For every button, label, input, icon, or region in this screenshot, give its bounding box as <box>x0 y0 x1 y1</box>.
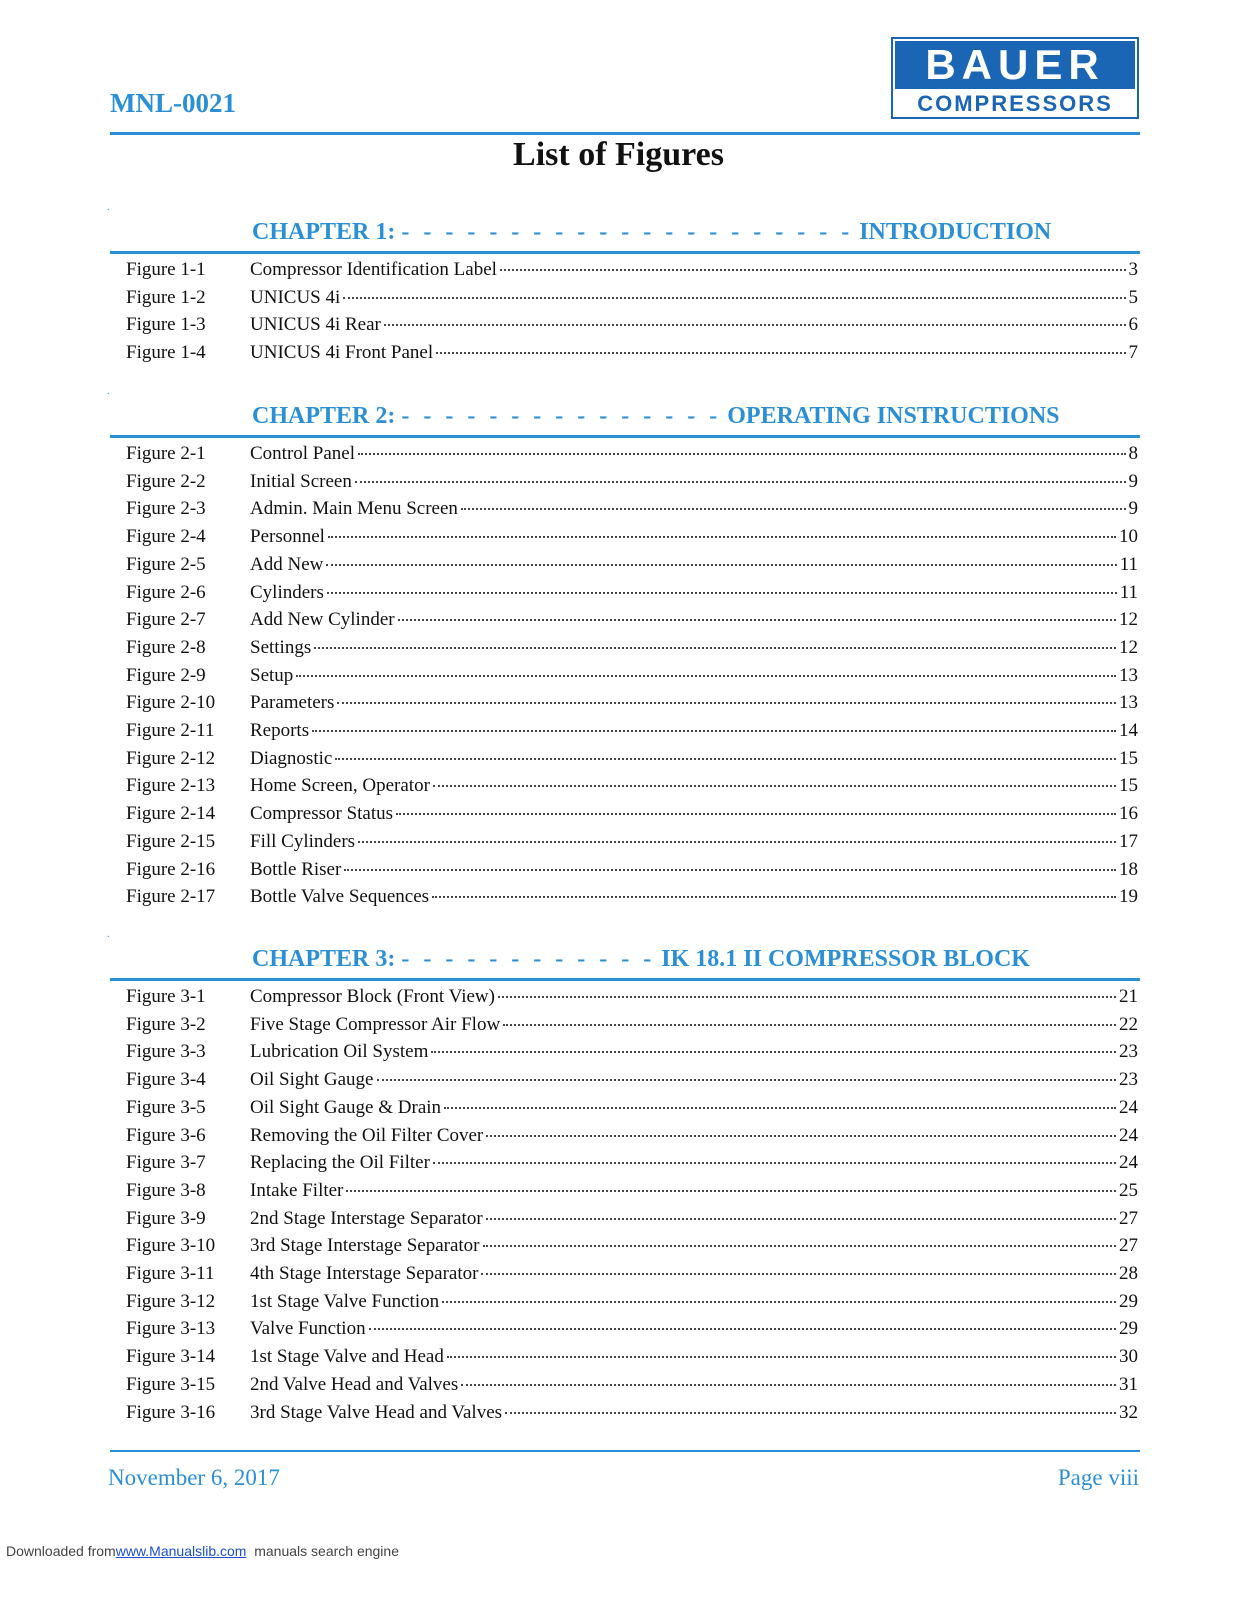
figure-caption: 4th Stage Interstage Separator <box>250 1263 479 1284</box>
figure-page: 28 <box>1119 1263 1138 1284</box>
figure-caption: Compressor Block (Front View) <box>250 986 495 1007</box>
figure-page: 14 <box>1119 720 1138 741</box>
figure-caption: 3rd Stage Interstage Separator <box>250 1235 480 1257</box>
figure-page: 25 <box>1119 1179 1138 1201</box>
dot-leader <box>481 1273 1116 1275</box>
section-marker: . <box>107 386 110 397</box>
dot-leader <box>344 869 1116 871</box>
page-title: List of Figures <box>513 136 724 173</box>
chapter-dashes: - - - - - - - - - - - - - - - <box>401 403 722 429</box>
figure-page: 18 <box>1119 858 1138 880</box>
dot-leader <box>337 702 1116 704</box>
figure-entry[interactable] <box>126 775 1138 799</box>
figure-number: Figure 2-13 <box>126 775 216 797</box>
logo-wordmark: BAUER <box>895 41 1135 89</box>
figure-number: Figure 2-6 <box>126 581 206 603</box>
figure-caption: 1st Stage Valve Function <box>250 1290 440 1312</box>
figure-page: 16 <box>1119 803 1138 825</box>
dot-leader <box>500 269 1126 271</box>
chapter-heading <box>252 946 1030 976</box>
figure-number: Figure 3-12 <box>126 1290 216 1312</box>
dot-leader <box>442 1301 1116 1303</box>
figure-entry[interactable] <box>126 1125 1138 1149</box>
figure-entry[interactable] <box>126 498 1138 522</box>
manualslib-link[interactable]: www.Manualslib.com <box>115 1543 247 1559</box>
figure-number: Figure 2-5 <box>126 553 206 575</box>
figure-caption: Oil Sight Gauge & Drain <box>250 1096 442 1118</box>
figure-caption: Five Stage Compressor Air Flow <box>250 1013 501 1035</box>
figure-page: 11 <box>1119 581 1138 603</box>
chapter-name: INTRODUCTION <box>859 219 1052 245</box>
figure-number: Figure 2-15 <box>126 830 216 852</box>
dot-leader <box>312 730 1116 732</box>
figure-number: Figure 1-2 <box>126 286 206 308</box>
figure-entry[interactable] <box>126 1235 1138 1259</box>
chapter-rule <box>110 251 1140 254</box>
dot-leader <box>296 675 1116 677</box>
figure-entry[interactable] <box>126 1374 1138 1398</box>
figure-page: 29 <box>1119 1290 1138 1312</box>
figure-entry[interactable] <box>126 831 1138 855</box>
dot-leader <box>369 1328 1116 1330</box>
figure-page: 9 <box>1128 498 1138 520</box>
watermark-suffix: manuals search engine <box>254 1543 399 1559</box>
figure-caption: UNICUS 4i Rear <box>250 314 381 336</box>
dot-leader <box>432 896 1116 898</box>
figure-entry[interactable] <box>126 637 1138 661</box>
chapter-rule <box>110 435 1140 438</box>
figure-number: Figure 3-6 <box>126 1124 206 1146</box>
figure-number: Figure 3-8 <box>126 1179 206 1201</box>
figure-entry[interactable] <box>126 986 1138 1010</box>
dot-leader <box>431 1051 1116 1053</box>
figure-number: Figure 3-16 <box>126 1401 216 1423</box>
figure-entry[interactable] <box>126 859 1138 883</box>
figure-number: Figure 3-7 <box>126 1152 206 1174</box>
figure-page: 32 <box>1119 1401 1138 1423</box>
dot-leader <box>355 481 1126 483</box>
figure-number: Figure 1-3 <box>126 314 206 336</box>
figure-entry[interactable] <box>126 1402 1138 1426</box>
figure-caption: UNICUS 4i <box>250 286 341 308</box>
chapter-label: CHAPTER 3: <box>252 946 396 972</box>
dot-leader <box>503 1024 1116 1026</box>
figure-caption: Add New Cylinder <box>250 609 395 631</box>
figure-number: Figure 3-3 <box>126 1041 206 1063</box>
figure-caption: Oil Sight Gauge <box>250 1069 374 1091</box>
figure-number: Figure 3-15 <box>126 1373 216 1395</box>
figure-caption: Initial Screen <box>250 470 352 492</box>
figure-entry[interactable] <box>126 692 1138 716</box>
figure-caption: UNICUS 4i Front Panel <box>250 342 434 364</box>
figure-page: 13 <box>1119 664 1138 686</box>
dot-leader <box>358 453 1125 455</box>
dot-leader <box>444 1107 1116 1109</box>
chapter-heading <box>252 219 1052 249</box>
figure-page: 13 <box>1119 692 1138 714</box>
dot-leader <box>396 813 1116 815</box>
figure-entry[interactable] <box>126 526 1138 550</box>
footer-page-number: Page viii <box>1057 1465 1139 1490</box>
dot-leader <box>447 1356 1116 1358</box>
dot-leader <box>461 1384 1116 1386</box>
figure-page: 24 <box>1119 1124 1138 1146</box>
figure-page: 17 <box>1119 830 1138 852</box>
figure-entry[interactable] <box>126 1097 1138 1121</box>
figure-entry[interactable] <box>126 314 1138 338</box>
figure-caption: Replacing the Oil Filter <box>250 1152 430 1174</box>
figure-page: 8 <box>1128 443 1138 464</box>
figure-number: Figure 2-10 <box>126 692 216 714</box>
figure-page: 21 <box>1119 986 1138 1007</box>
dot-leader <box>461 508 1126 510</box>
dot-leader <box>358 841 1116 843</box>
figure-entry[interactable] <box>126 720 1138 744</box>
dot-leader <box>346 1190 1116 1192</box>
figure-entry[interactable] <box>126 1208 1138 1232</box>
figure-number: Figure 3-10 <box>126 1235 216 1257</box>
section-marker: . <box>107 202 110 213</box>
figure-page: 3 <box>1128 259 1138 280</box>
footer-date: November 6, 2017 <box>108 1465 280 1490</box>
figure-entry[interactable] <box>126 342 1138 366</box>
figure-number: Figure 3-14 <box>126 1346 216 1368</box>
figure-entry[interactable] <box>126 1263 1138 1287</box>
figure-entry[interactable] <box>126 471 1138 495</box>
figure-entry[interactable] <box>126 259 1138 283</box>
dot-leader <box>328 536 1116 538</box>
figure-page: 10 <box>1119 526 1138 548</box>
figure-entry[interactable] <box>126 287 1138 311</box>
figure-entry[interactable] <box>126 1318 1138 1342</box>
dot-leader <box>327 592 1117 594</box>
figure-entry[interactable] <box>126 609 1138 633</box>
figure-page: 23 <box>1119 1069 1138 1091</box>
chapter-label: CHAPTER 2: <box>252 403 396 429</box>
figure-caption: 1st Stage Valve and Head <box>250 1346 444 1368</box>
chapter-heading <box>252 403 1060 433</box>
figure-caption: Control Panel <box>250 443 356 464</box>
figure-entry[interactable] <box>126 886 1138 910</box>
figure-caption: Settings <box>250 636 312 658</box>
figure-entry[interactable] <box>126 1291 1138 1315</box>
figure-number: Figure 2-8 <box>126 636 206 658</box>
chapter-dashes: - - - - - - - - - - - - - - - - - - - - - <box>401 219 854 245</box>
watermark-prefix: Downloaded from <box>6 1543 116 1559</box>
dot-leader <box>398 619 1116 621</box>
dot-leader <box>335 758 1116 760</box>
dot-leader <box>505 1412 1116 1414</box>
figure-caption: Bottle Riser <box>250 858 342 880</box>
figure-caption: Home Screen, Operator <box>250 775 430 797</box>
dot-leader <box>436 352 1125 354</box>
figure-entry[interactable] <box>126 1180 1138 1204</box>
figure-entry[interactable] <box>126 582 1138 606</box>
figure-number: Figure 3-13 <box>126 1318 216 1340</box>
figure-number: Figure 2-3 <box>126 498 206 520</box>
figure-page: 30 <box>1119 1346 1138 1368</box>
figure-number: Figure 3-9 <box>126 1207 206 1229</box>
figure-page: 5 <box>1128 286 1138 308</box>
figure-caption: Removing the Oil Filter Cover <box>250 1124 484 1146</box>
figure-number: Figure 2-14 <box>126 803 216 825</box>
figure-entry[interactable] <box>126 1014 1138 1038</box>
figure-number: Figure 2-12 <box>126 747 216 769</box>
figure-caption: Parameters <box>250 692 335 714</box>
chapter-name: OPERATING INSTRUCTIONS <box>727 403 1060 429</box>
figure-caption: Fill Cylinders <box>250 830 356 852</box>
dot-leader <box>384 324 1126 326</box>
figure-number: Figure 2-16 <box>126 858 216 880</box>
figure-number: Figure 2-4 <box>126 526 206 548</box>
document-code: MNL-0021 <box>110 88 236 118</box>
dot-leader <box>314 647 1116 649</box>
figure-entry[interactable] <box>126 803 1138 827</box>
figure-caption: Compressor Status <box>250 803 394 825</box>
figure-entry[interactable] <box>126 1069 1138 1093</box>
figure-page: 12 <box>1119 636 1138 658</box>
dot-leader <box>433 1162 1116 1164</box>
figure-page: 15 <box>1119 775 1138 797</box>
figure-caption: Bottle Valve Sequences <box>250 886 430 908</box>
figure-number: Figure 2-17 <box>126 886 216 908</box>
chapter-dashes: - - - - - - - - - - - - <box>401 946 656 972</box>
figure-page: 11 <box>1119 553 1138 575</box>
header-rule <box>110 132 1140 135</box>
dot-leader <box>483 1245 1117 1247</box>
figure-page: 6 <box>1128 314 1138 336</box>
figure-entry[interactable] <box>126 1346 1138 1370</box>
chapter-rule <box>110 978 1140 981</box>
section-marker: . <box>107 929 110 940</box>
figure-number: Figure 1-1 <box>126 259 206 280</box>
dot-leader <box>486 1218 1116 1220</box>
figure-page: 24 <box>1119 1096 1138 1118</box>
figure-entry[interactable] <box>126 665 1138 689</box>
figure-entry[interactable] <box>126 1152 1138 1176</box>
figure-page: 7 <box>1128 342 1138 364</box>
figure-caption: Compressor Identification Label <box>250 259 497 280</box>
figure-page: 24 <box>1119 1152 1138 1174</box>
figure-page: 27 <box>1119 1207 1138 1229</box>
figure-number: Figure 2-11 <box>126 720 215 741</box>
download-watermark <box>6 1543 399 1559</box>
figure-number: Figure 3-2 <box>126 1013 206 1035</box>
figure-caption: Lubrication Oil System <box>250 1041 429 1063</box>
figure-caption: 2nd Stage Interstage Separator <box>250 1207 483 1229</box>
figure-page: 29 <box>1119 1318 1138 1340</box>
figure-caption: 2nd Valve Head and Valves <box>250 1373 459 1395</box>
figure-number: Figure 2-1 <box>126 443 206 464</box>
figure-caption: Cylinders <box>250 581 324 603</box>
figure-caption: Intake Filter <box>250 1179 344 1201</box>
figure-page: 22 <box>1119 1013 1138 1035</box>
figure-number: Figure 2-9 <box>126 664 206 686</box>
figure-page: 23 <box>1119 1041 1138 1063</box>
figure-number: Figure 1-4 <box>126 342 206 364</box>
figure-number: Figure 3-1 <box>126 986 206 1007</box>
chapter-label: CHAPTER 1: <box>252 219 396 245</box>
dot-leader <box>486 1135 1116 1137</box>
figure-page: 15 <box>1119 747 1138 769</box>
figure-number: Figure 3-5 <box>126 1096 206 1118</box>
dot-leader <box>498 996 1116 998</box>
bauer-logo <box>891 37 1139 119</box>
figure-entry[interactable] <box>126 1041 1138 1065</box>
logo-subtitle: COMPRESSORS <box>917 91 1113 116</box>
figure-number: Figure 3-11 <box>126 1263 215 1284</box>
figure-caption: Add New <box>250 553 324 575</box>
figure-caption: Setup <box>250 664 294 686</box>
figure-caption: Reports <box>250 720 310 741</box>
figure-caption: Valve Function <box>250 1318 366 1340</box>
figure-page: 31 <box>1119 1373 1138 1395</box>
figure-entry[interactable] <box>126 554 1138 578</box>
dot-leader <box>377 1079 1117 1081</box>
dot-leader <box>326 564 1116 566</box>
figure-number: Figure 3-4 <box>126 1069 206 1091</box>
figure-number: Figure 2-2 <box>126 470 206 492</box>
figure-number: Figure 2-7 <box>126 609 206 631</box>
figure-caption: Diagnostic <box>250 747 333 769</box>
figure-caption: Admin. Main Menu Screen <box>250 498 458 520</box>
chapter-name: IK 18.1 II COMPRESSOR BLOCK <box>661 946 1030 972</box>
dot-leader <box>433 785 1116 787</box>
figure-page: 9 <box>1128 470 1138 492</box>
figure-page: 19 <box>1119 886 1138 908</box>
figure-caption: 3rd Stage Valve Head and Valves <box>250 1401 503 1423</box>
figure-page: 27 <box>1119 1235 1138 1257</box>
footer-rule <box>110 1450 1140 1452</box>
figure-caption: Personnel <box>250 526 325 548</box>
figure-entry[interactable] <box>126 748 1138 772</box>
figure-entry[interactable] <box>126 443 1138 467</box>
dot-leader <box>343 297 1125 299</box>
figure-page: 12 <box>1119 609 1138 631</box>
